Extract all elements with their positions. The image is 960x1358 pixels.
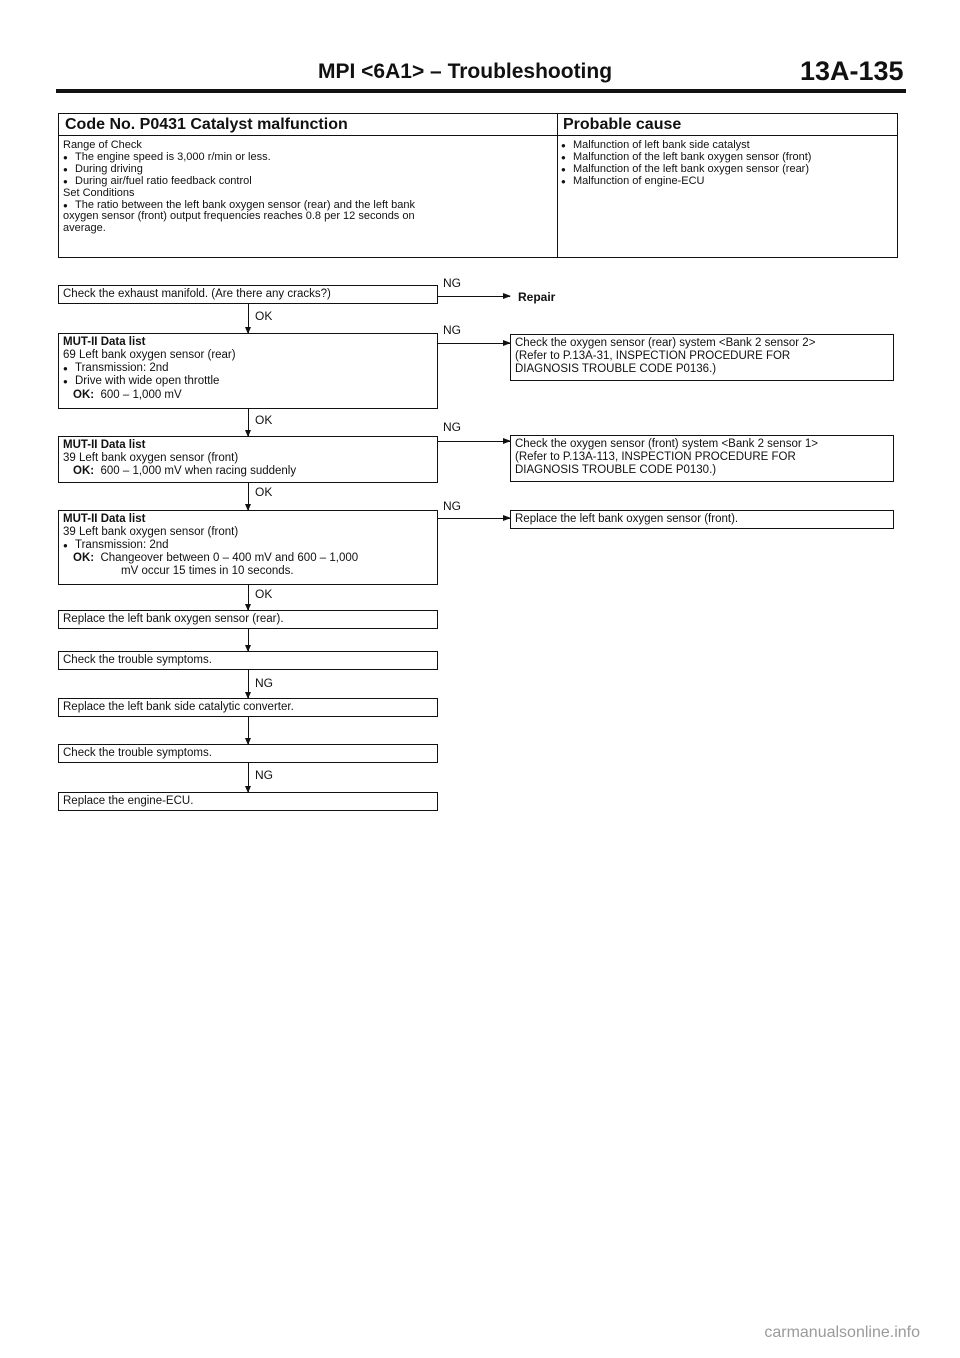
step-text: Replace the engine-ECU. <box>63 795 194 807</box>
ok-criterion-value: 600 – 1,000 mV when racing suddenly <box>100 464 297 477</box>
step-check-exhaust-manifold <box>58 285 438 304</box>
step-replace-catalytic-converter <box>58 698 438 717</box>
result-replace-front-sensor <box>510 510 894 529</box>
set-conditions-heading: Set Conditions <box>63 186 135 199</box>
ok-label: OK <box>255 485 273 499</box>
ok-criterion-value: 600 – 1,000 mV <box>100 389 182 402</box>
result-text: Check the oxygen sensor (front) system <Bank 2 sensor 1> <box>515 438 818 450</box>
result-text: DIAGNOSIS TROUBLE CODE P0136.) <box>515 362 717 375</box>
code-description-column <box>59 114 558 257</box>
repair-result: Repair <box>518 290 556 304</box>
condition-item: ● Transmission: 2nd <box>63 362 433 376</box>
flow-arrow <box>248 717 249 744</box>
step-check-trouble-symptoms <box>58 744 438 763</box>
ng-arrow <box>438 343 510 344</box>
probable-cause-list <box>561 140 811 188</box>
code-title: Code No. P0431 Catalyst malfunction <box>59 114 557 136</box>
code-info-box <box>58 113 898 258</box>
ng-label: NG <box>443 420 461 434</box>
condition-item: ● Transmission: 2nd <box>63 539 433 553</box>
step-text: Check the trouble symptoms. <box>63 654 212 666</box>
ok-arrow <box>248 304 249 333</box>
result-text: DIAGNOSIS TROUBLE CODE P0130.) <box>515 463 717 476</box>
ok-criterion-label: OK: <box>73 464 95 477</box>
step-text: Check the trouble symptoms. <box>63 747 212 759</box>
page-number: 13A-135 <box>800 56 904 86</box>
watermark: carmanualsonline.info <box>764 1324 920 1341</box>
step-text: Replace the left bank oxygen sensor (rear). <box>63 613 284 625</box>
ng-label: NG <box>443 323 461 337</box>
ng-label: NG <box>255 676 273 690</box>
ok-arrow <box>248 409 249 436</box>
step-data-list-rear-sensor <box>58 333 438 409</box>
data-list-title: MUT-II Data list <box>63 439 146 451</box>
ok-arrow <box>248 483 249 510</box>
ok-criterion-label: OK: <box>73 389 95 402</box>
data-list-item: 69 Left bank oxygen sensor (rear) <box>63 348 236 361</box>
range-item: ● During air/fuel ratio feedback control <box>63 176 415 188</box>
ok-arrow <box>248 585 249 610</box>
cause-item: ● Malfunction of engine-ECU <box>561 176 811 188</box>
step-check-trouble-symptoms <box>58 651 438 670</box>
ok-criterion-value: mV occur 15 times in 10 seconds. <box>121 565 294 578</box>
set-condition-line: ● The ratio between the left bank oxygen sensor (rear) and the left bank <box>63 200 415 212</box>
page-header-title: MPI <6A1> – Troubleshooting <box>318 60 613 83</box>
cause-item: ● Malfunction of the left bank oxygen sensor (rear) <box>561 164 811 176</box>
step-text: Check the exhaust manifold. (Are there any cracks?) <box>63 288 331 300</box>
result-check-rear-sensor-system <box>510 334 894 381</box>
data-list-title: MUT-II Data list <box>63 513 146 525</box>
flow-arrow <box>248 629 249 651</box>
ng-arrow <box>248 763 249 792</box>
ng-arrow <box>248 670 249 698</box>
result-check-front-sensor-system <box>510 435 894 482</box>
range-item: ● During driving <box>63 164 415 176</box>
set-condition-line: average. <box>63 222 106 235</box>
ng-arrow <box>438 518 510 519</box>
ng-arrow <box>438 441 510 442</box>
ok-criterion-value: Changeover between 0 – 400 mV and 600 – 1,000 <box>100 552 359 565</box>
result-text: Check the oxygen sensor (rear) system <Bank 2 sensor 2> <box>515 337 816 349</box>
ng-label: NG <box>255 768 273 782</box>
set-condition-line: oxygen sensor (front) output frequencies reaches 0.8 per 12 seconds on <box>63 210 415 223</box>
code-description <box>63 140 415 235</box>
result-text: (Refer to P.13A-31, INSPECTION PROCEDURE FOR <box>515 349 791 362</box>
ng-arrow <box>438 296 510 297</box>
ok-label: OK <box>255 587 273 601</box>
ok-criterion-label: OK: <box>73 552 95 565</box>
step-text: Replace the left bank side catalytic converter. <box>63 701 294 713</box>
result-text: (Refer to P.13A-113, INSPECTION PROCEDURE FOR <box>515 450 796 463</box>
step-data-list-front-sensor-racing <box>58 436 438 483</box>
probable-cause-title: Probable cause <box>557 114 897 136</box>
condition-item: ● Drive with wide open throttle <box>63 375 433 389</box>
ng-label: NG <box>443 499 461 513</box>
ok-label: OK <box>255 413 273 427</box>
result-text: Replace the left bank oxygen sensor (front). <box>515 513 739 525</box>
data-list-item: 39 Left bank oxygen sensor (front) <box>63 525 239 538</box>
data-list-item: 39 Left bank oxygen sensor (front) <box>63 451 239 464</box>
header-rule <box>56 89 906 93</box>
ok-label: OK <box>255 309 273 323</box>
range-heading: Range of Check <box>63 139 142 151</box>
cause-item: ● Malfunction of the left bank oxygen sensor (front) <box>561 152 811 164</box>
step-data-list-front-sensor-changeover <box>58 510 438 585</box>
range-item: ● The engine speed is 3,000 r/min or less. <box>63 152 415 164</box>
step-replace-engine-ecu <box>58 792 438 811</box>
ng-label: NG <box>443 276 461 290</box>
cause-item: ● Malfunction of left bank side catalyst <box>561 140 811 152</box>
probable-cause-column <box>557 114 897 257</box>
data-list-title: MUT-II Data list <box>63 336 146 348</box>
step-replace-rear-sensor <box>58 610 438 629</box>
